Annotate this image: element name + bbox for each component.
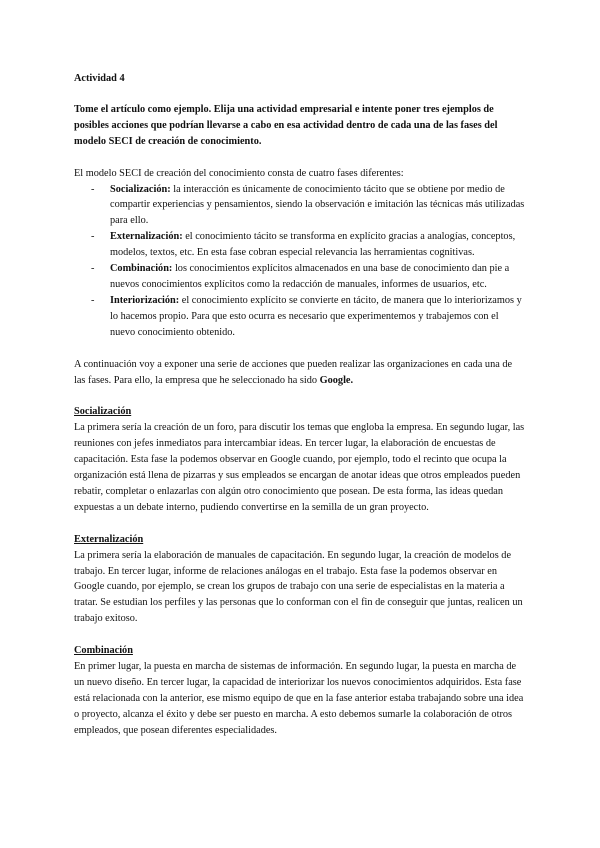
document-content xyxy=(74,71,526,755)
phase-item-externalizacion xyxy=(74,229,526,261)
section-body: En primer lugar, la puesta en marcha de sistemas de información. En segundo lugar, la puesta en marcha de un nuevo diseño. En tercer lugar, la capacidad de interiorizar los nuevos conocimientos adquiridos. Esta fase está relacionada con la anterior, ese mismo equipo de que en la fase anterior estaba trabajando sobre una idea o proyecto, alcanza el éxito y debe ser puesto en marcha. A esto debemos sumarle la colaboración de otros empleados, que posean diferentes especialidades. xyxy=(74,661,524,736)
list-dash: - xyxy=(91,294,95,306)
list-dash: - xyxy=(91,183,95,195)
phase-name: Socialización: xyxy=(110,183,171,195)
section-body: La primera sería la creación de un foro, para discutir los temas que engloba la empresa. En segundo lugar, las reuniones con jefes inmediatos para intercambiar ideas. En tercer lugar, la elaboración de encuestas de capacitación. Esta fase la podemos observar en Google cuando, por ejemplo, todo el recinto que ocupa la organización está llena de pizarras y sus empleados se encargan de anotar ideas que otros empleados pueden rebatir, completar o enlazarlas con algún otro conocimiento que posean. De esta forma, las ideas quedan expuestas a un debate interno, pudiendo convertirse en la semilla de un gran proyecto. xyxy=(74,422,525,513)
phase-item-combinacion xyxy=(74,261,526,293)
section-heading: Socialización xyxy=(74,406,132,418)
activity-title: Actividad 4 xyxy=(74,73,125,84)
phase-name: Externalización: xyxy=(110,231,183,243)
phase-name: Combinación: xyxy=(110,263,173,275)
assignment-prompt: Tome el artículo como ejemplo. Elija una actividad empresarial e intente poner tres ejemplos de posibles acciones que podrían llevarse a cabo en esa actividad dentro de cada una de las fases del modelo SECI de creación de conocimiento. xyxy=(74,103,498,147)
actions-intro xyxy=(74,357,526,389)
section-heading: Externalización xyxy=(74,533,144,545)
phase-name: Interiorización: xyxy=(110,294,180,306)
company-name: Google. xyxy=(319,374,354,386)
phase-item-interiorizacion xyxy=(74,293,526,341)
phase-description: el conocimiento explícito se convierte en tácito, de manera que lo interiorizamos y lo hacemos propio. Para que esto ocurra es necesario que experimentemos y trabajemos con el nuevo conocimiento obtenido. xyxy=(110,294,522,338)
section-heading: Combinación xyxy=(74,645,133,657)
phase-description: los conocimientos explícitos almacenados en una base de conocimiento dan pie a nuevos conocimientos explícitos como la redacción de manuales, informes de usuarios, etc. xyxy=(110,263,510,290)
section-externalizacion xyxy=(74,532,526,627)
actions-intro-text: A continuación voy a exponer una serie de acciones que pueden realizar las organizaciones en cada una de las fases. Para ello, la empresa que he seleccionado ha sido xyxy=(74,358,513,386)
list-dash: - xyxy=(91,231,95,243)
phase-item-socializacion xyxy=(74,182,526,230)
seci-intro: El modelo SECI de creación del conocimiento consta de cuatro fases diferentes: xyxy=(74,167,404,179)
phase-description: el conocimiento tácito se transforma en explícito gracias a analogías, conceptos, modelos, textos, etc. En esta fase cobran especial relevancia las herramientas cognitivas. xyxy=(110,231,516,259)
list-dash: - xyxy=(91,263,95,275)
section-socializacion xyxy=(74,404,526,515)
section-body: La primera sería la elaboración de manuales de capacitación. En segundo lugar, la creación de modelos de trabajo. En tercer lugar, informe de relaciones análogas en el trabajo. Esta fase la podemos observar en Google cuando, por ejemplo, se crean los grupos de trabajo con una serie de especialistas en la materia a tratar. Se estudian los perfiles y las personas que lo conforman con el fin de conseguir que juntas, realicen un trabajo exitoso. xyxy=(74,549,523,625)
seci-phase-list xyxy=(74,182,526,341)
phase-description: la interacción es únicamente de conocimiento tácito que se obtiene por medio de compartir experiencias y pensamientos, siendo la observación e imitación las técnicas más utilizadas para ello. xyxy=(110,183,525,227)
section-combinacion xyxy=(74,643,526,738)
